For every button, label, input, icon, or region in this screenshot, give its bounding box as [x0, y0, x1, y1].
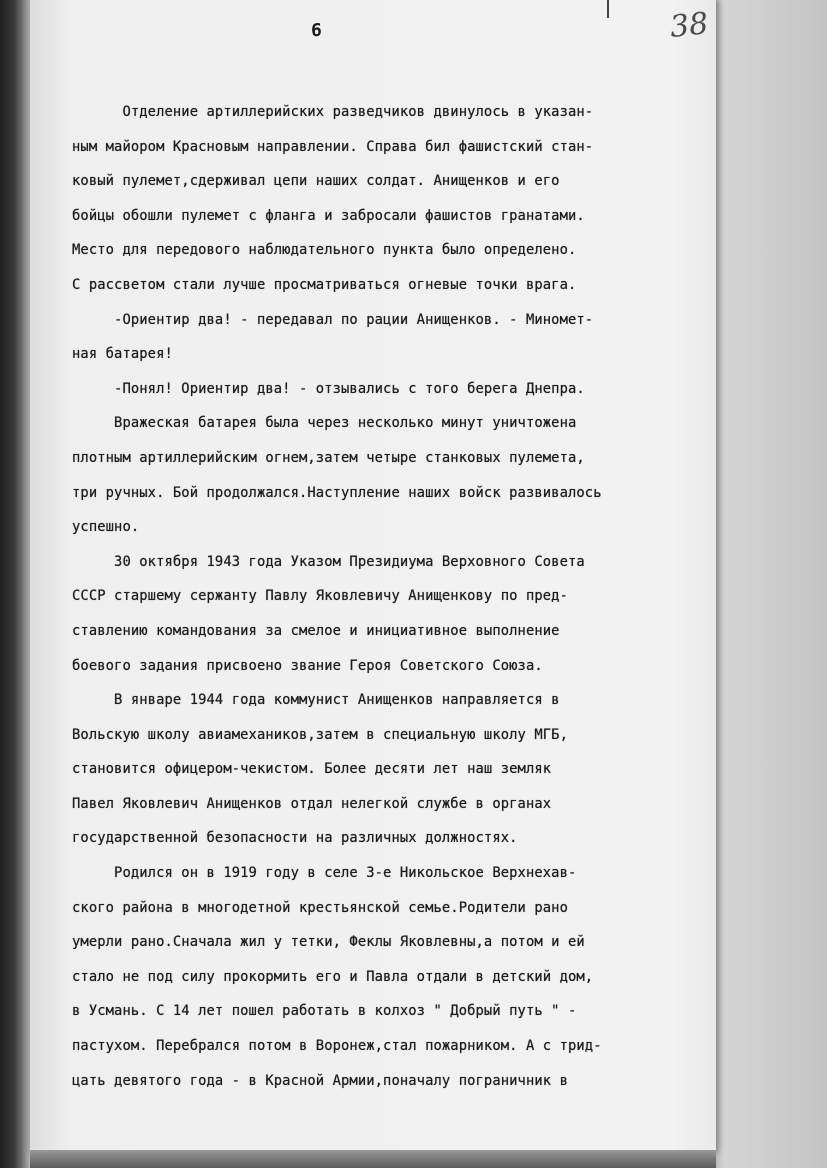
fold-mark [607, 0, 609, 18]
text-line: СССР старшему сержанту Павлу Яковлевичу Анищенкову по пред- [72, 588, 568, 605]
text-line: Место для передового наблюдательного пункта было определено. [72, 242, 577, 259]
text-line: стало не под силу прокормить его и Павла отдали в детский дом, [72, 968, 594, 985]
text-line: ковый пулемет,сдерживал цепи наших солдат. Анищенков и его [72, 173, 560, 190]
text-line: 30 октября 1943 года Указом Президиума Верховного Совета [72, 553, 585, 570]
text-line: Павел Яковлевич Анищенков отдал нелегкой службе в органах [72, 795, 552, 812]
text-line: Родился он в 1919 году в селе 3-е Никольское Верхнехав- [72, 865, 577, 882]
text-line: ставлению командования за смелое и инициативное выполнение [72, 622, 560, 639]
text-line: становится офицером-чекистом. Более десяти лет наш земляк [72, 761, 552, 778]
text-line: Отделение артиллерийских разведчиков двинулось в указан- [72, 104, 594, 120]
text-line: В январе 1944 года коммунист Анищенков направляется в [72, 692, 560, 709]
text-line: боевого задания присвоено звание Героя Советского Союза. [72, 657, 543, 674]
text-line: государственной безопасности на различных должностях. [72, 830, 518, 847]
text-line: С рассветом стали лучше просматриваться огневые точки врага. [72, 276, 577, 293]
text-line: три ручных. Бой продолжался.Наступление наших войск развивалось [72, 484, 602, 501]
text-line: Вражеская батарея была через несколько минут уничтожена [72, 415, 577, 432]
text-line: пастухом. Перебрался потом в Воронеж,стал пожарником. А с трид- [72, 1038, 602, 1055]
text-line: бойцы обошли пулемет с фланга и забросали фашистов гранатами. [72, 207, 585, 224]
text-line: ского района в многодетной крестьянской семье.Родители рано [72, 899, 568, 916]
binding-margin [716, 0, 827, 1168]
page-number: 6 [311, 20, 322, 41]
body-text [72, 95, 712, 1098]
text-line: успешно. [72, 519, 140, 536]
text-line: плотным артиллерийским огнем,затем четыре станковых пулемета, [72, 449, 585, 466]
archive-number-handwritten: 38 [668, 6, 710, 45]
text-line: ная батарея! [72, 346, 173, 363]
text-line: в Усмань. С 14 лет пошел работать в колхоз " Добрый путь " - [72, 1003, 577, 1020]
text-line: ным майором Красновым направлении. Справа бил фашистский стан- [72, 138, 594, 155]
text-line: Вольскую школу авиамехаников,затем в специальную школу МГБ, [72, 726, 568, 743]
text-line: умерли рано.Сначала жил у тетки, Феклы Яковлевны,а потом и ей [72, 934, 585, 951]
text-line: цать девятого года - в Красной Армии,поначалу пограничник в [72, 1072, 568, 1089]
page-bottom-edge [30, 1150, 716, 1168]
text-line: -Ориентир два! - передавал по рации Анищенков. - Миномет- [72, 311, 594, 328]
text-line: -Понял! Ориентир два! - отзывались с того берега Днепра. [72, 380, 585, 397]
